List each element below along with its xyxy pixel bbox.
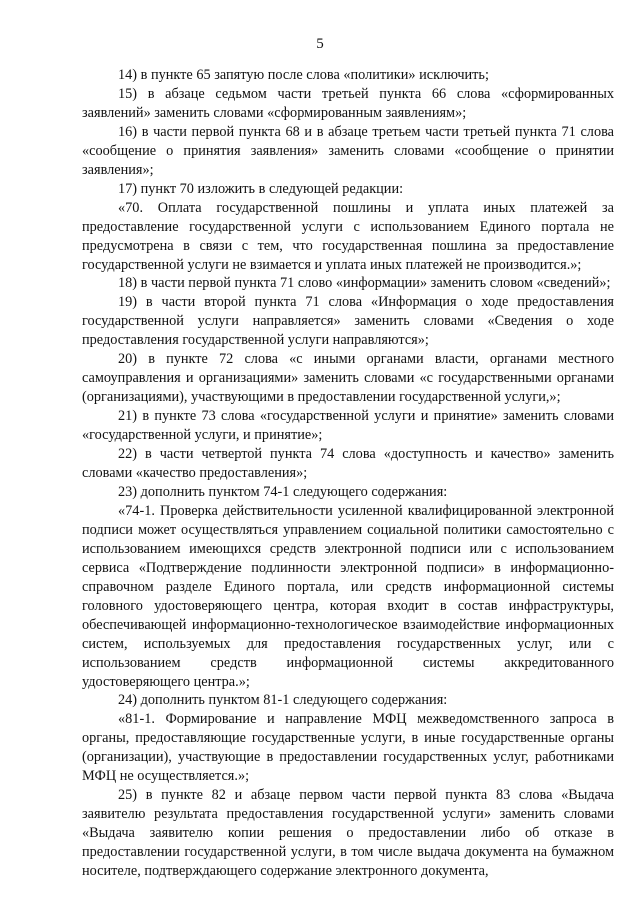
paragraph-item-22: 22) в части четвертой пункта 74 слова «доступность и качество» заменить словами «качество предоставления»; [82, 446, 614, 482]
paragraph-quote-74-1: «74-1. Проверка действительности усиленной квалифицированной электронной подписи может осуществляться управлением социальной политики самостоятельно с использованием имеющихся средств электронной подписи или с использованием сервиса «Подтверждение подлинности электронной подписи» в информационно-справочном разделе Единого портала, или средств информационной системы головного удостоверяющего центра, которая входит в состав инфраструктуры, обеспечивающей информационно-технологическое взаимодействие информационных систем, используемых для предоставления государственных услуг, или с использованием средств информационной системы аккредитованного удостоверяющего центра.»; [82, 502, 614, 690]
paragraph-item-15: 15) в абзаце седьмом части третьей пункта 66 слова «сформированных заявлений» заменить словами «сформированным заявлениям»; [82, 85, 614, 121]
paragraph-item-16: 16) в части первой пункта 68 и в абзаце третьем части третьей пункта 71 слова «сообщение о принятия заявления» заменить словами «сообщение о принятии заявления»; [82, 123, 614, 178]
paragraph-quote-81-1: «81-1. Формирование и направление МФЦ межведомственного запроса в органы, предоставляющие государственные услуги, в иные государственные органы (организации), участвующие в предоставлении государственных услуг, работниками МФЦ не осуществляется.»; [82, 711, 614, 785]
paragraph-quote-70: «70. Оплата государственной пошлины и уплата иных платежей за предоставление государственной услуги с использованием Единого портала не предусмотрена в связи с тем, что государственная пошлина за предоставление государственной услуги не взимается и уплата иных платежей не производится.»; [82, 199, 614, 273]
paragraph-item-14: 14) в пункте 65 запятую после слова «политики» исключить; [118, 67, 489, 83]
paragraph-item-25: 25) в пункте 82 и абзаце первом части первой пункта 83 слова «Выдача заявителю результата предоставления государственной услуги» заменить словами «Выдача заявителю копии решения о предоставлении либо об отказе в предоставлении государственной услуги, в том числе выдача документа на бумажном носителе, подтверждающего содержание электронного документа, [82, 787, 614, 880]
paragraph-item-21: 21) в пункте 73 слова «государственной услуги и принятие» заменить словами «государственной услуги, и принятие»; [82, 408, 614, 444]
paragraph-item-20: 20) в пункте 72 слова «с иными органами власти, органами местного самоуправления и организациями» заменить словами «с государственными органами (организациями), участвующими в предоставлении государственной услуги,»; [82, 351, 614, 406]
paragraph-item-17: 17) пункт 70 изложить в следующей редакции: [118, 180, 404, 197]
paragraph-item-23: 23) дополнить пунктом 74-1 следующего содержания: [118, 483, 448, 500]
paragraph-item-18: 18) в части первой пункта 71 слово «информации» заменить словом «сведений»; [118, 275, 611, 292]
paragraph-item-24: 24) дополнить пунктом 81-1 следующего содержания: [118, 692, 448, 709]
document-body [82, 66, 614, 881]
paragraph-item-19: 19) в части второй пункта 71 слова «Информация о ходе предоставления государственной услуги направляется» заменить словами «Сведения о ходе предоставления государственной услуги направляются»; [82, 294, 614, 349]
page-number: 5 [316, 36, 324, 52]
